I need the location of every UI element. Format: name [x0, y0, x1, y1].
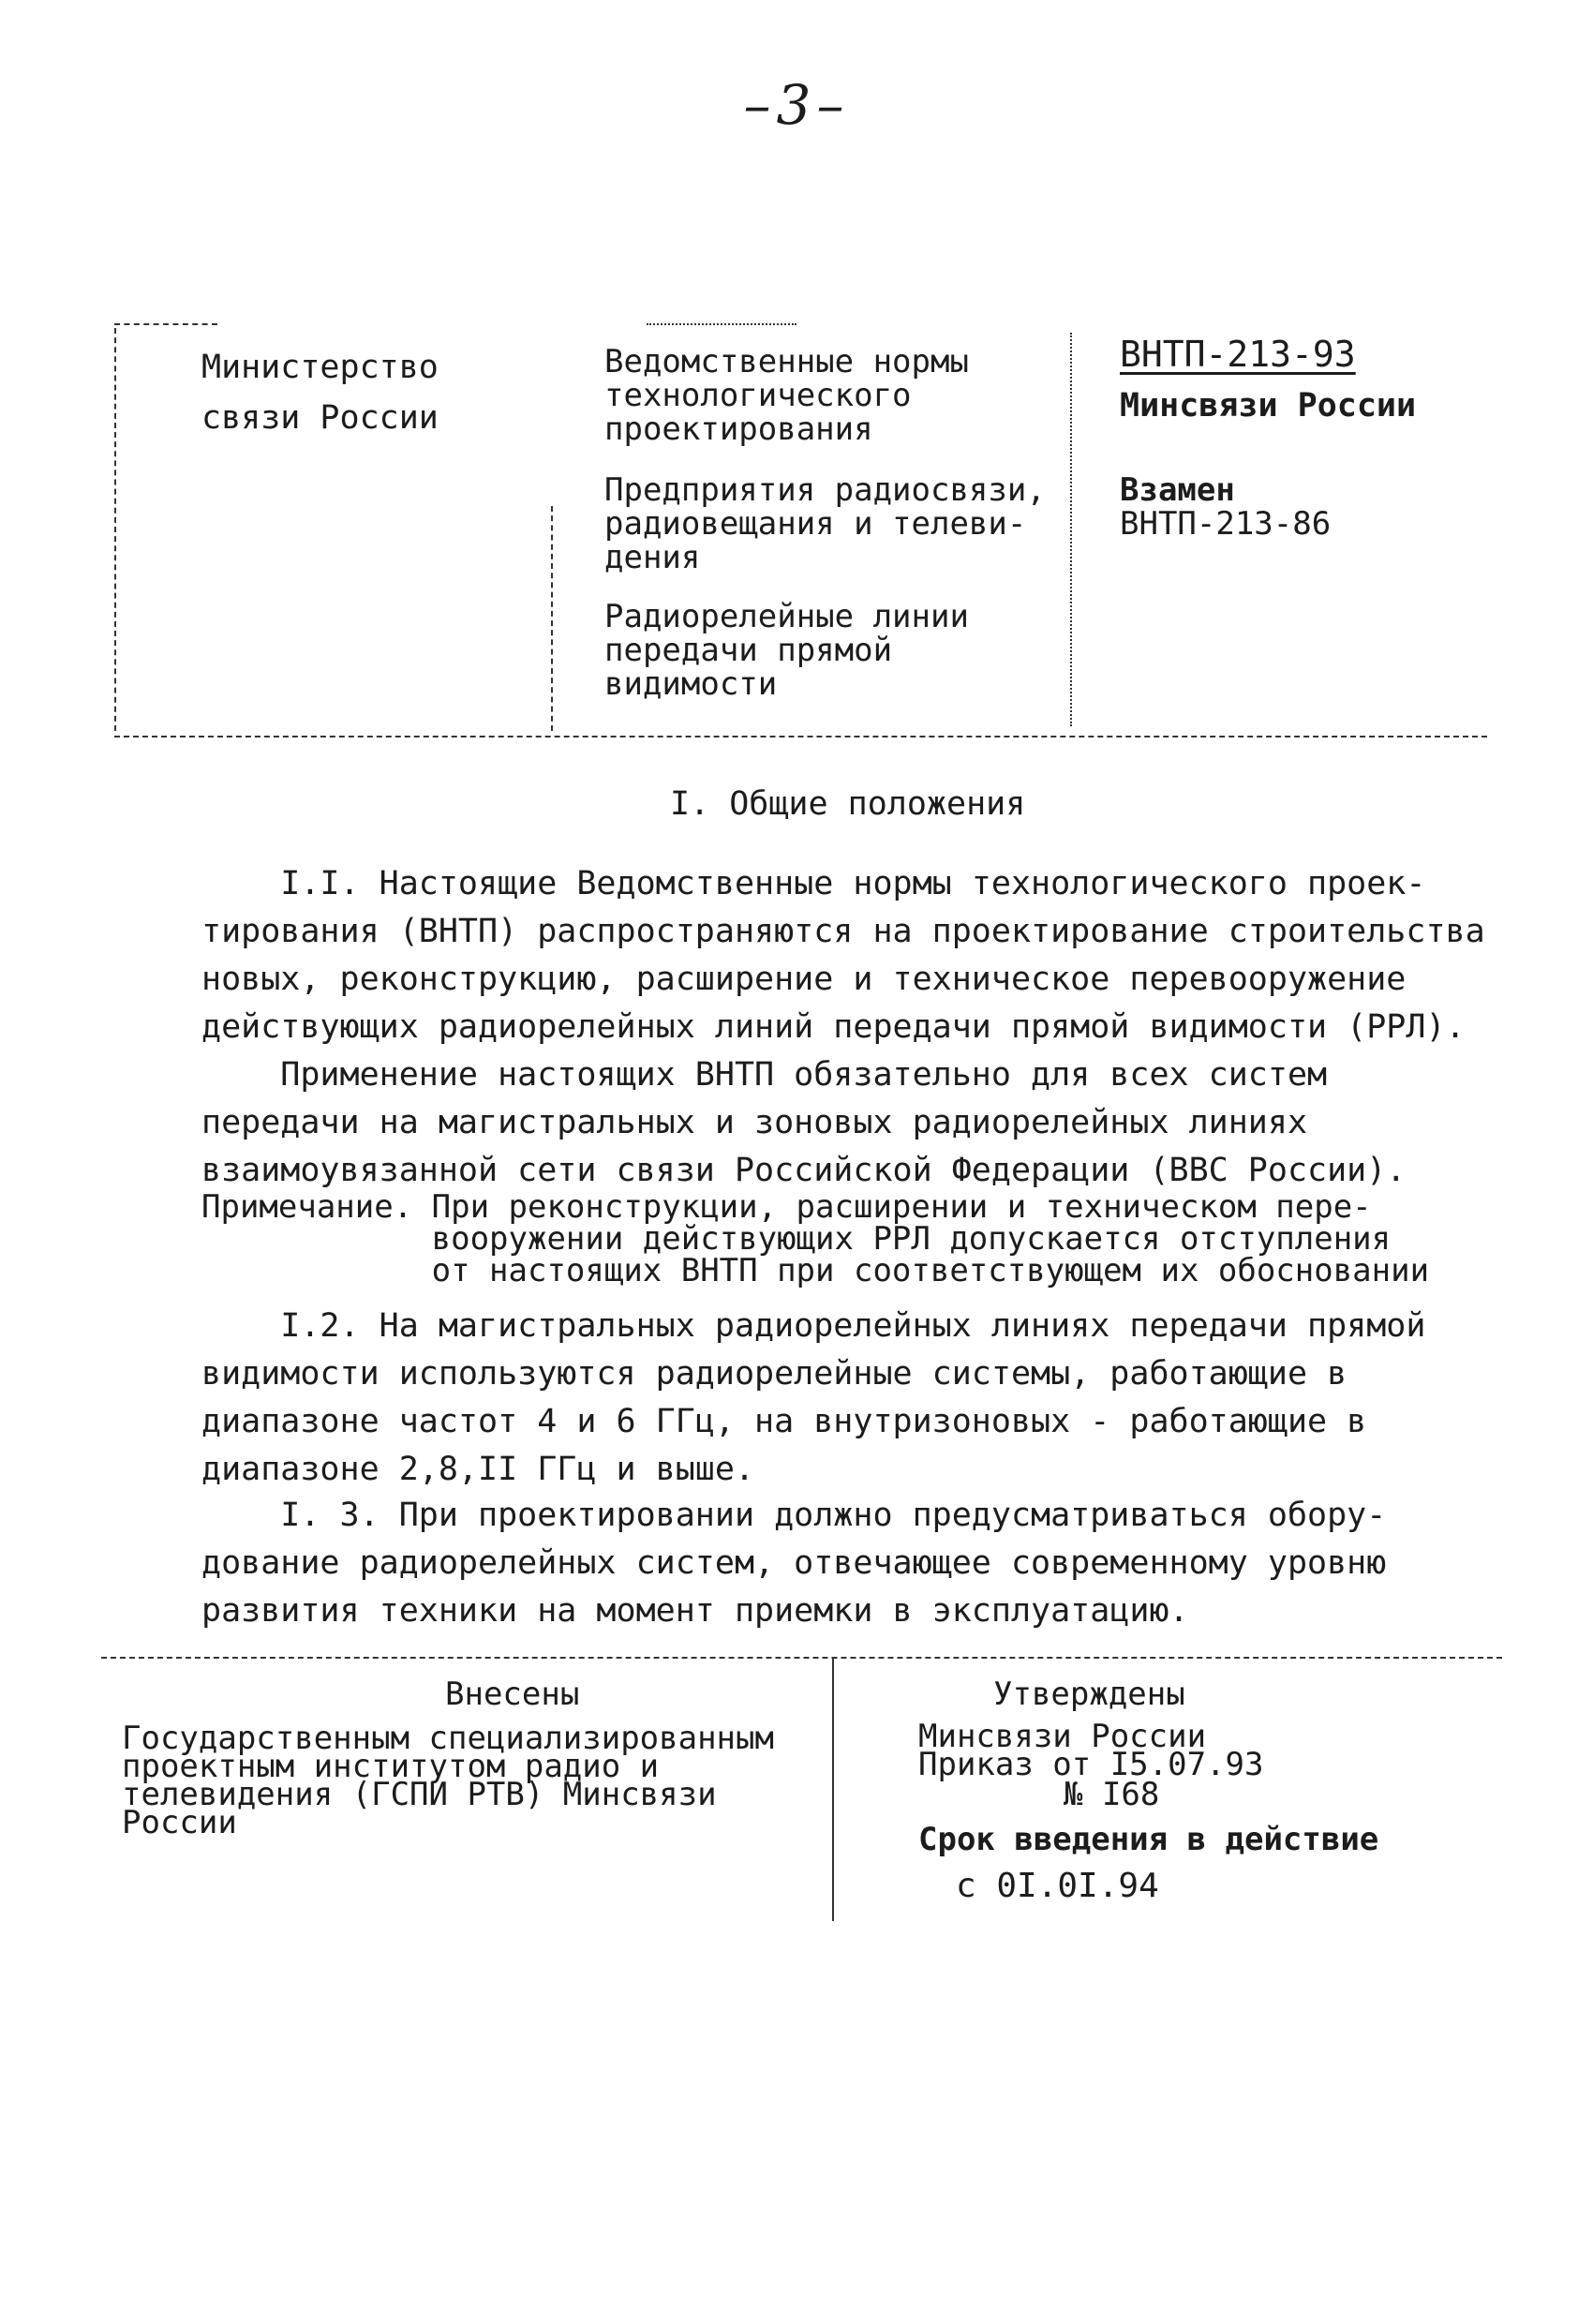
introduced-organization: Государственным специализированным проектным институтом радио и телевидения (ГСПИ РТВ) Минсвязи России: [122, 1720, 774, 1841]
section-title: I. Общие положения: [670, 785, 1026, 823]
footer-col-divider: [832, 1659, 834, 1921]
publisher: Минсвязи России: [1120, 387, 1417, 425]
order-number: № I68: [1064, 1776, 1160, 1813]
paragraph-1-3: I. 3. При проектировании должно предусматриваться обору- дование радиорелейных систем, отвечающее современному уровню развития техники на момент приемки в эксплуатацию.: [201, 1497, 1387, 1630]
enterprise-type: Предприятия радиосвязи, радиовещания и телеви- дения: [604, 471, 1046, 576]
header-left-border: [114, 328, 116, 731]
header-col-divider-2: [1070, 333, 1072, 726]
introduced-heading: Внесены: [445, 1676, 580, 1713]
page-number: –3–: [743, 73, 850, 137]
header-col-divider-1: [551, 506, 553, 731]
document-type: Ведомственные нормы технологического проектирования: [604, 343, 969, 448]
paragraph-1-2: I.2. На магистральных радиорелейных линиях передачи прямой видимости используются радиорелейные системы, работающие в диапазоне частот 4 и 6 ГГц, на внутризоновых - работающие в диапазоне 2,8,II ГГц и выше.: [201, 1307, 1426, 1488]
header-top-border: [114, 323, 217, 325]
approved-heading: Утверждены: [993, 1676, 1185, 1713]
document-code: ВНТП-213-93: [1120, 334, 1356, 375]
order-line: Приказ от I5.07.93: [918, 1746, 1264, 1783]
replaces-code: ВНТП-213-86: [1120, 505, 1332, 543]
approved-by: Минсвязи России: [918, 1718, 1207, 1755]
ministry-name: Министерство связи России: [201, 349, 439, 437]
note: Примечание. При реконструкции, расширении и техническом пере- вооружении действующих РРЛ допускается отступления от настоящих ВНТП при соответствующем их обосновании: [201, 1188, 1430, 1289]
replaces-label: Взамен: [1120, 471, 1235, 509]
footer-top-border: [101, 1657, 1502, 1659]
lines-type: Радиорелейные линии передачи прямой видимости: [604, 598, 969, 703]
header-top-border-right: [647, 323, 796, 325]
effective-date: с 0I.0I.94: [956, 1867, 1159, 1905]
paragraph-1-1: I.I. Настоящие Ведомственные нормы технологического проек- тирования (ВНТП) распространяются на проектирование строительства новых, реконструкцию, расширение и техническое перевооружение действующих радиорелейных линий передачи прямой видимости (РРЛ). Применение настоящих ВНТП обязательно для всех систем передачи на магистральных и зоновых радиорелейных линиях взаимоувязанной сети связи Российской Федерации (ВВС России).: [201, 865, 1485, 1189]
header-bottom-border: [114, 736, 1487, 737]
effective-label: Срок введения в действие: [918, 1821, 1379, 1858]
